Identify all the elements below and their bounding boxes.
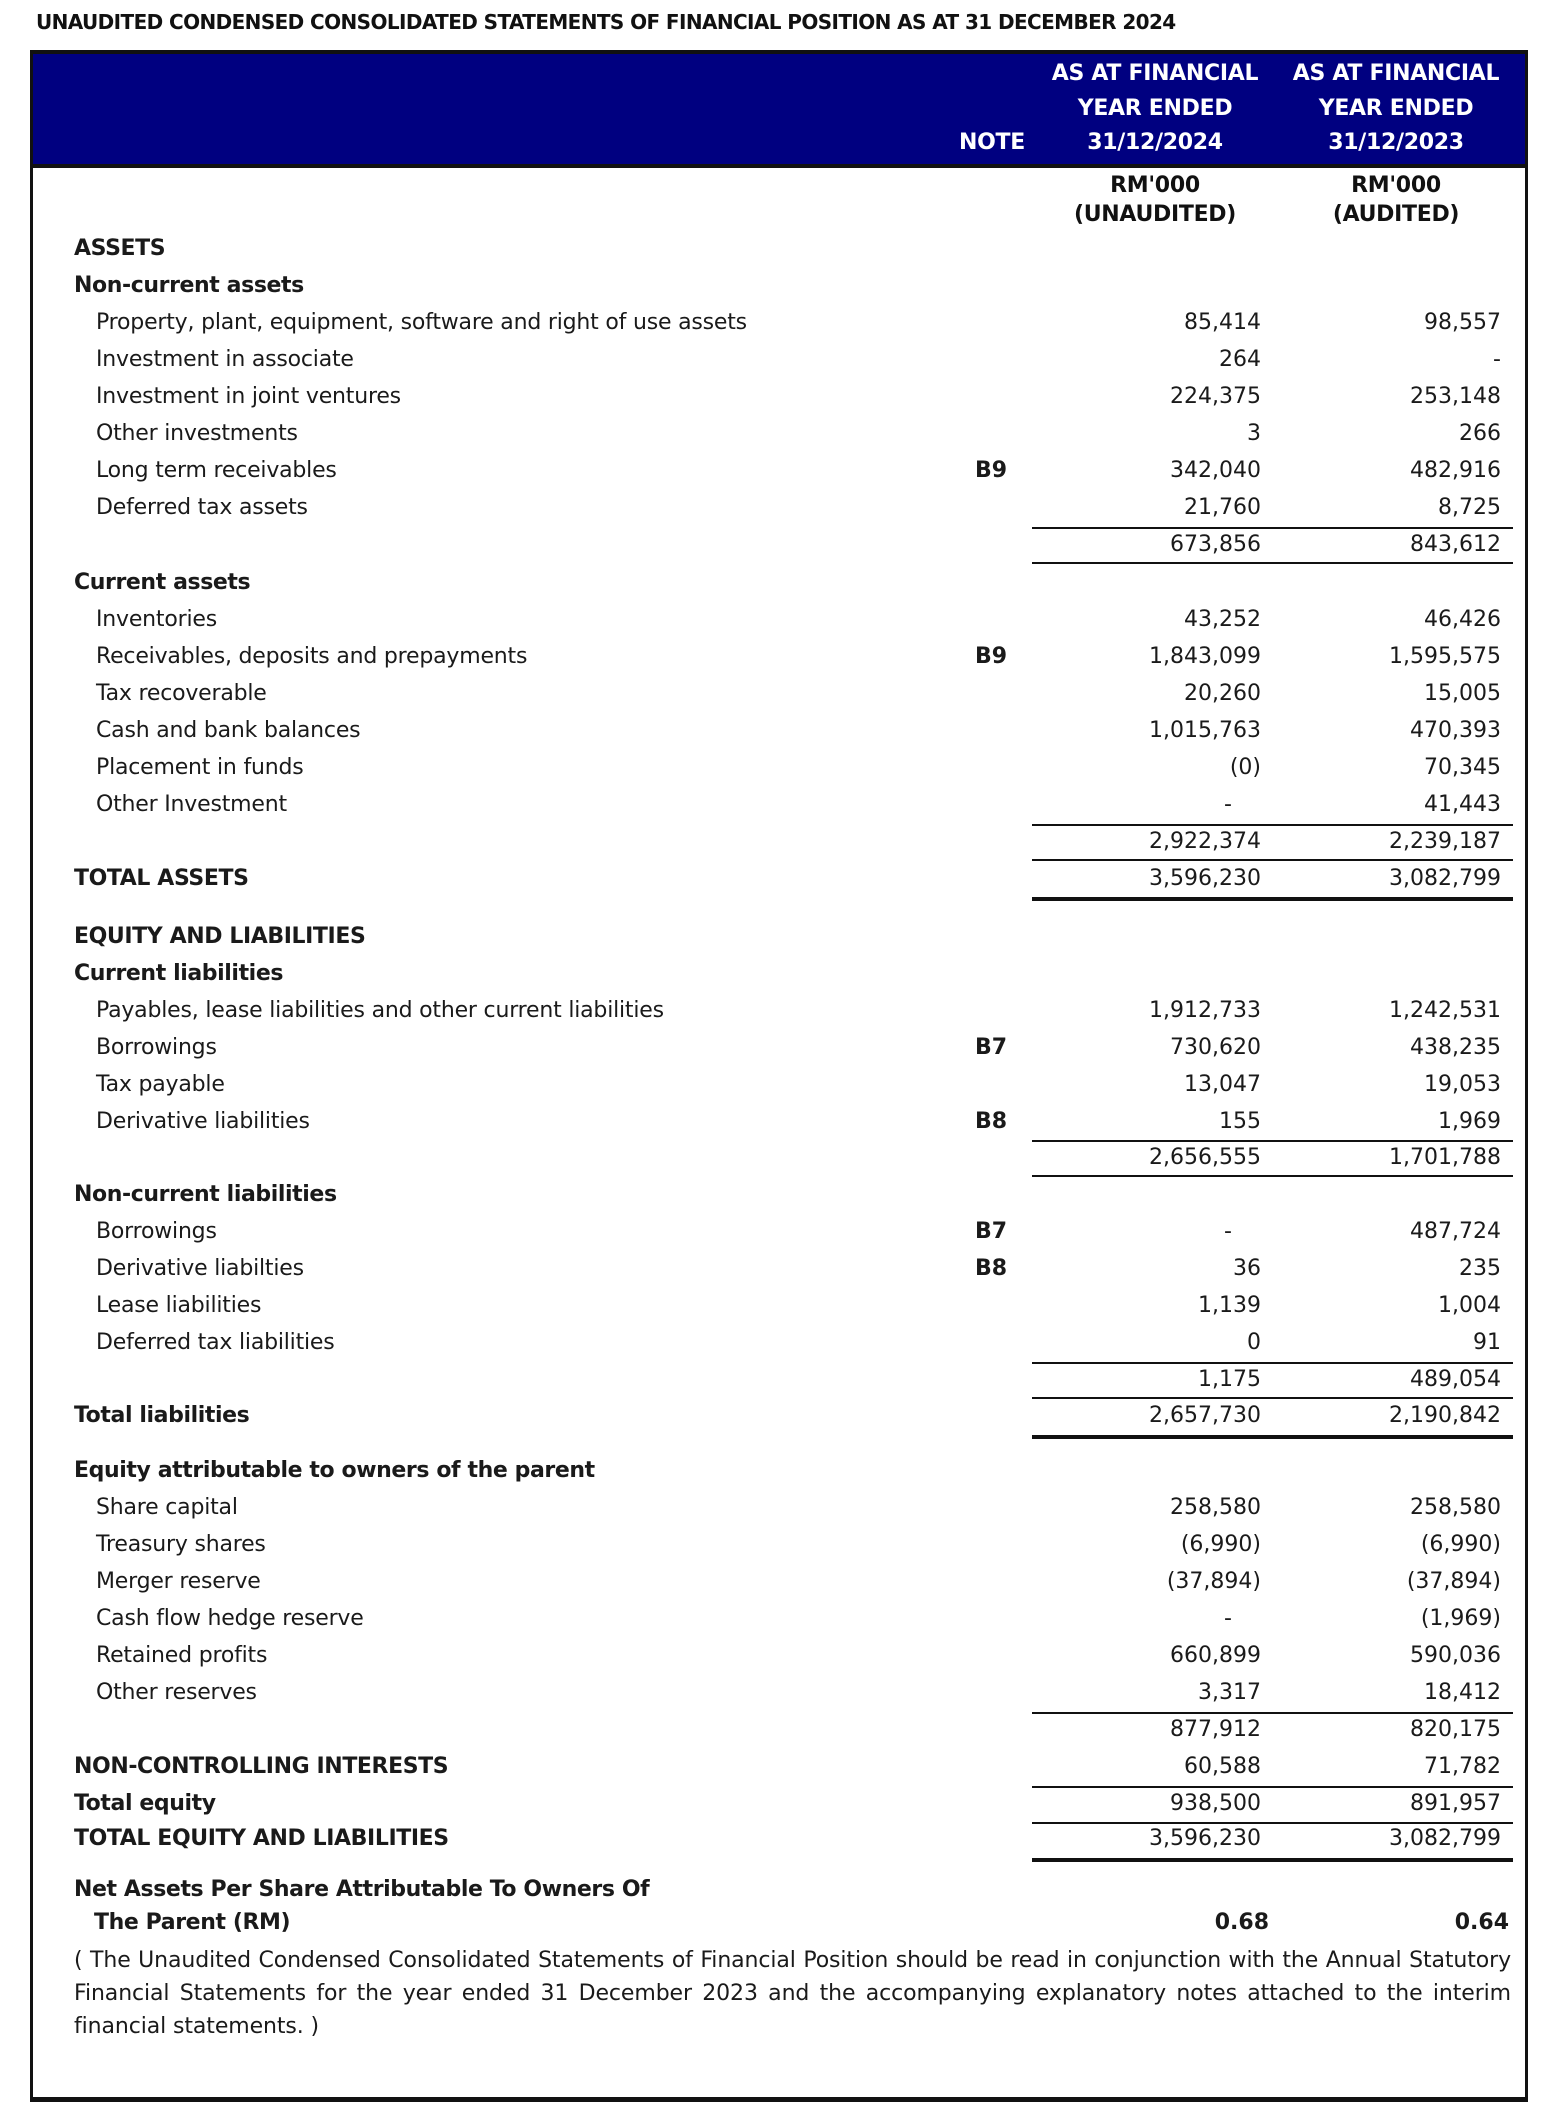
value-2024: (6,990) <box>1180 1532 1261 1557</box>
table-row <box>0 1489 1554 1526</box>
table-row <box>0 1103 1554 1140</box>
section-heading-assets <box>0 230 1554 267</box>
section-heading-equity-liabilities <box>0 918 1554 955</box>
note-ref: B7 <box>974 1035 1008 1060</box>
value-2023: 891,957 <box>1410 1791 1501 1816</box>
subtotal-row-non-current-assets <box>0 526 1554 563</box>
header-col1-date: 31/12/2024 <box>1087 130 1223 155</box>
value-2024: (0) <box>1229 755 1261 780</box>
table-row <box>0 1526 1554 1563</box>
value-2024: 20,260 <box>1184 681 1261 706</box>
row-label: Retained profits <box>96 1643 268 1668</box>
row-label: Borrowings <box>96 1035 217 1060</box>
value-2024: - <box>1224 1606 1232 1631</box>
row-label: Cash flow hedge reserve <box>96 1606 364 1631</box>
value-2024: 36 <box>1233 1256 1261 1281</box>
value-2023: 1,969 <box>1438 1109 1501 1134</box>
note-ref: B8 <box>974 1109 1008 1134</box>
total-row-assets <box>0 860 1554 897</box>
value-2023: 1,701,788 <box>1389 1145 1501 1170</box>
table-row <box>0 1637 1554 1674</box>
nav-per-share-row <box>0 1906 1554 1939</box>
table-row <box>0 638 1554 675</box>
value-2023: - <box>1493 347 1501 372</box>
row-label: Property, plant, equipment, software and right of use assets <box>96 310 747 335</box>
row-label: Net Assets Per Share Attributable To Owners Of <box>74 1877 650 1902</box>
row-label: Derivative liabilties <box>96 1256 304 1281</box>
total-rule <box>1032 897 1513 901</box>
value-2023: 1,004 <box>1438 1293 1501 1318</box>
table-row <box>0 452 1554 489</box>
table-row <box>0 1324 1554 1361</box>
header-col2-unit: RM'000 <box>1351 173 1441 198</box>
row-label: Merger reserve <box>96 1569 261 1594</box>
row-label: NON-CONTROLLING INTERESTS <box>74 1754 449 1779</box>
value-2024: 3,596,230 <box>1149 866 1261 891</box>
note-ref: B9 <box>974 644 1008 669</box>
value-2023: 253,148 <box>1410 384 1501 409</box>
value-2024: - <box>1224 792 1232 817</box>
value-2023: 70,345 <box>1424 755 1501 780</box>
value-2023: 266 <box>1459 421 1501 446</box>
value-2024: 1,175 <box>1198 1367 1261 1392</box>
nci-row <box>0 1748 1554 1785</box>
row-label: Investment in joint ventures <box>96 384 401 409</box>
total-rule <box>1032 1435 1513 1439</box>
table-row <box>0 304 1554 341</box>
table-row <box>0 1674 1554 1711</box>
total-rule <box>1032 1858 1513 1862</box>
value-2024: 730,620 <box>1170 1035 1261 1060</box>
row-label: Other Investment <box>96 792 287 817</box>
header-col2-line2: YEAR ENDED <box>1318 96 1474 121</box>
value-2023: 590,036 <box>1410 1643 1501 1668</box>
note-ref: B7 <box>974 1219 1008 1244</box>
value-2024: 2,922,374 <box>1149 829 1261 854</box>
value-2023: 487,724 <box>1410 1219 1501 1244</box>
total-row-liabilities <box>0 1397 1554 1434</box>
value-2023: 1,242,531 <box>1389 998 1501 1023</box>
row-label: Current liabilities <box>74 961 284 986</box>
table-row <box>0 1029 1554 1066</box>
value-2024: 13,047 <box>1184 1072 1261 1097</box>
table-row <box>0 992 1554 1029</box>
value-2024: 660,899 <box>1170 1643 1261 1668</box>
value-2024: 673,856 <box>1170 532 1261 557</box>
value-2024: 0 <box>1247 1330 1261 1355</box>
header-note-label: NOTE <box>959 130 1025 155</box>
value-2024: 60,588 <box>1184 1754 1261 1779</box>
value-2023: 41,443 <box>1424 792 1501 817</box>
value-2023: (37,894) <box>1406 1569 1501 1594</box>
value-2024: 877,912 <box>1170 1717 1261 1742</box>
total-row-equity <box>0 1785 1554 1822</box>
header-col2-line1: AS AT FINANCIAL <box>1292 61 1500 86</box>
value-2024: 938,500 <box>1170 1791 1261 1816</box>
value-2024: 3,596,230 <box>1149 1826 1261 1851</box>
table-row <box>0 489 1554 526</box>
header-col1-status: (UNAUDITED) <box>1073 202 1237 227</box>
value-2023: 820,175 <box>1410 1717 1501 1742</box>
value-2023: 91 <box>1473 1330 1501 1355</box>
subtotal-row-equity-parent <box>0 1711 1554 1748</box>
value-2023: 46,426 <box>1424 607 1501 632</box>
value-2024: 0.68 <box>1214 1910 1269 1935</box>
table-row <box>0 1600 1554 1637</box>
row-label: Total equity <box>74 1791 216 1816</box>
value-2023: 235 <box>1459 1256 1501 1281</box>
subsection-heading-non-current-liabilities <box>0 1176 1554 1213</box>
value-2024: 85,414 <box>1184 310 1261 335</box>
value-2023: 2,239,187 <box>1389 829 1501 854</box>
value-2024: 2,656,555 <box>1149 1145 1261 1170</box>
total-row-equity-liabilities <box>0 1820 1554 1857</box>
value-2023: 0.64 <box>1454 1910 1509 1935</box>
value-2024: 342,040 <box>1170 458 1261 483</box>
value-2023: 258,580 <box>1410 1495 1501 1520</box>
row-label: Payables, lease liabilities and other current liabilities <box>96 998 664 1023</box>
row-label: TOTAL ASSETS <box>74 866 249 891</box>
value-2023: 3,082,799 <box>1389 1826 1501 1851</box>
row-label: Derivative liabilities <box>96 1109 310 1134</box>
row-label: Non-current liabilities <box>74 1182 337 1207</box>
value-2024: (37,894) <box>1166 1569 1261 1594</box>
value-2024: 155 <box>1219 1109 1261 1134</box>
table-row <box>0 712 1554 749</box>
value-2023: 18,412 <box>1424 1680 1501 1705</box>
row-label: Tax payable <box>96 1072 225 1097</box>
table-row <box>0 1066 1554 1103</box>
row-label: Non-current assets <box>74 273 304 298</box>
table-row <box>0 1250 1554 1287</box>
table-row <box>0 341 1554 378</box>
value-2023: 71,782 <box>1424 1754 1501 1779</box>
value-2024: 2,657,730 <box>1149 1403 1261 1428</box>
row-label: Inventories <box>96 607 217 632</box>
row-label: Lease liabilities <box>96 1293 262 1318</box>
row-label: EQUITY AND LIABILITIES <box>74 924 366 949</box>
row-label: Total liabilities <box>74 1403 250 1428</box>
value-2023: 98,557 <box>1424 310 1501 335</box>
row-label: Placement in funds <box>96 755 304 780</box>
row-label: Other investments <box>96 421 298 446</box>
value-2023: 1,595,575 <box>1389 644 1501 669</box>
value-2023: 15,005 <box>1424 681 1501 706</box>
row-label: Other reserves <box>96 1680 257 1705</box>
note-ref: B8 <box>974 1256 1008 1281</box>
nav-per-share-label-row <box>0 1873 1554 1906</box>
value-2024: 3,317 <box>1198 1680 1261 1705</box>
row-label: ASSETS <box>74 236 166 261</box>
value-2023: 438,235 <box>1410 1035 1501 1060</box>
value-2023: 489,054 <box>1410 1367 1501 1392</box>
value-2024: 1,912,733 <box>1149 998 1261 1023</box>
value-2024: 21,760 <box>1184 495 1261 520</box>
value-2023: 3,082,799 <box>1389 866 1501 891</box>
value-2023: 2,190,842 <box>1389 1403 1501 1428</box>
row-label: Deferred tax assets <box>96 495 308 520</box>
row-label: The Parent (RM) <box>94 1910 291 1935</box>
subsection-heading-equity-parent <box>0 1452 1554 1489</box>
row-label: Receivables, deposits and prepayments <box>96 644 528 669</box>
value-2024: 1,015,763 <box>1149 718 1261 743</box>
subsection-heading-current-liabilities <box>0 955 1554 992</box>
header-col2-date: 31/12/2023 <box>1328 130 1464 155</box>
row-label: Equity attributable to owners of the parent <box>74 1458 595 1483</box>
row-label: Share capital <box>96 1495 238 1520</box>
value-2023: 482,916 <box>1410 458 1501 483</box>
value-2024: 264 <box>1219 347 1261 372</box>
value-2024: 3 <box>1247 421 1261 446</box>
value-2023: 843,612 <box>1410 532 1501 557</box>
subsection-heading-current-assets <box>0 564 1554 601</box>
table-row <box>0 1563 1554 1600</box>
value-2024: - <box>1224 1219 1232 1244</box>
row-label: Deferred tax liabilities <box>96 1330 335 1355</box>
table-row <box>0 675 1554 712</box>
subtotal-row-non-current-liabilities <box>0 1361 1554 1398</box>
value-2023: (6,990) <box>1420 1532 1501 1557</box>
subtotal-row-current-assets <box>0 823 1554 860</box>
footnote: ( The Unaudited Condensed Consolidated Statements of Financial Position should be read in conjunction with the Annual Statutory Financial Statements for the year ended 31 December 2023 and the accompanying explanatory notes attached to the interim financial statements. ) <box>74 1948 1511 2039</box>
value-2024: 224,375 <box>1170 384 1261 409</box>
header-col2-status: (AUDITED) <box>1332 202 1460 227</box>
value-2024: 258,580 <box>1170 1495 1261 1520</box>
table-row <box>0 1287 1554 1324</box>
header-col1-line2: YEAR ENDED <box>1077 96 1233 121</box>
table-row <box>0 601 1554 638</box>
header-col1-line1: AS AT FINANCIAL <box>1051 61 1259 86</box>
value-2024: 1,843,099 <box>1149 644 1261 669</box>
value-2023: 470,393 <box>1410 718 1501 743</box>
subtotal-row-current-liabilities <box>0 1139 1554 1176</box>
value-2023: (1,969) <box>1420 1606 1501 1631</box>
value-2024: 1,139 <box>1198 1293 1261 1318</box>
subsection-heading-non-current-assets <box>0 267 1554 304</box>
row-label: Investment in associate <box>96 347 354 372</box>
value-2023: 8,725 <box>1438 495 1501 520</box>
header-col1-unit: RM'000 <box>1110 173 1200 198</box>
table-row <box>0 786 1554 823</box>
value-2023: 19,053 <box>1424 1072 1501 1097</box>
note-ref: B9 <box>974 458 1008 483</box>
row-label: Long term receivables <box>96 458 337 483</box>
row-label: Treasury shares <box>96 1532 266 1557</box>
table-row <box>0 749 1554 786</box>
table-row <box>0 415 1554 452</box>
row-label: Borrowings <box>96 1219 217 1244</box>
row-label: TOTAL EQUITY AND LIABILITIES <box>74 1826 449 1851</box>
table-row <box>0 378 1554 415</box>
row-label: Tax recoverable <box>96 681 267 706</box>
row-label: Cash and bank balances <box>96 718 361 743</box>
page-title: UNAUDITED CONDENSED CONSOLIDATED STATEMENTS OF FINANCIAL POSITION AS AT 31 DECEMBER 2024 <box>36 10 1176 34</box>
table-row <box>0 1213 1554 1250</box>
value-2024: 43,252 <box>1184 607 1261 632</box>
row-label: Current assets <box>74 570 251 595</box>
